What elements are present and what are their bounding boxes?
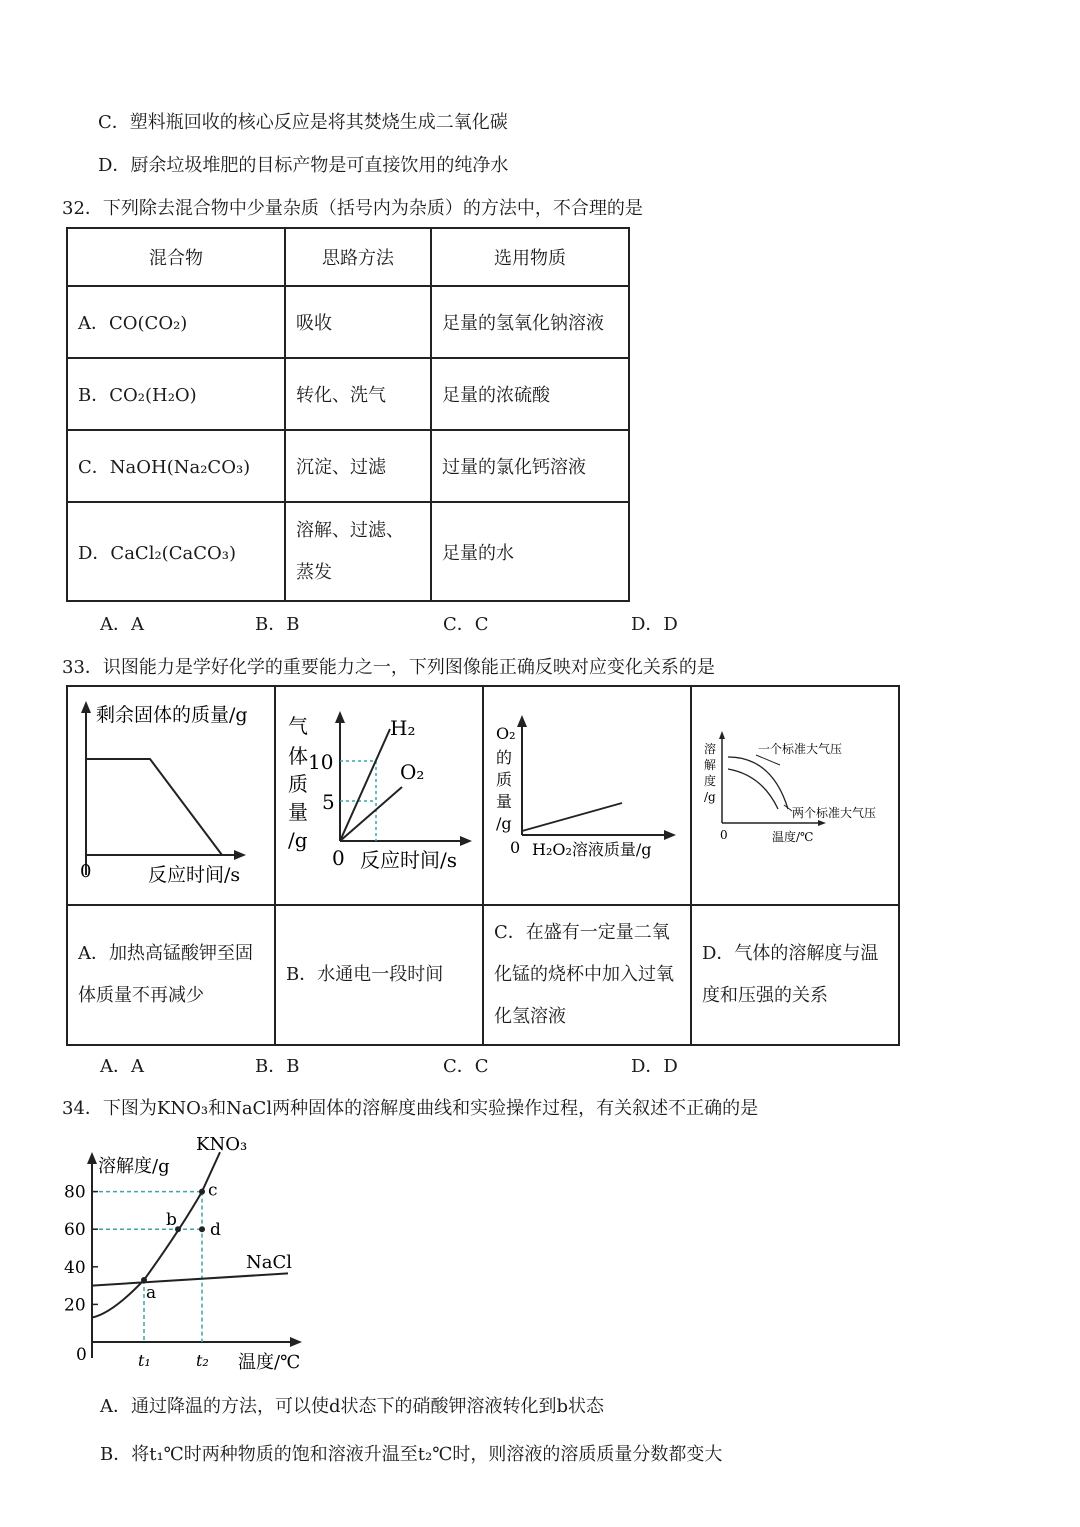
chart-origin: 0 — [76, 1345, 87, 1365]
graph-c-ylabel-2: 的 — [496, 748, 513, 767]
graph-b-ylabel-3: 质 — [288, 772, 308, 796]
table-row — [67, 502, 629, 601]
q33-graph-d — [692, 687, 898, 899]
table-row — [67, 358, 629, 430]
q32-choice-b: B．B — [255, 614, 300, 635]
h2-line — [340, 729, 390, 841]
q32-choice-c: C．C — [443, 614, 489, 635]
o2-line — [340, 787, 402, 841]
graph-c-ylabel-1: O₂ — [496, 724, 516, 743]
q32-table — [66, 227, 630, 602]
graph-d-origin: 0 — [720, 828, 728, 842]
mass-curve — [86, 759, 222, 855]
q32-cell-reagent: 足量的氢氧化钠溶液 — [431, 286, 629, 358]
graph-d-ylabel-1: 溶 — [704, 742, 717, 756]
graph-c-origin: 0 — [510, 838, 521, 857]
q34-stem: 34．下图为KNO₃和NaCl两种固体的溶解度曲线和实验操作过程，有关叙述不正确的是 — [62, 1098, 759, 1119]
q33-choice-a: A．A — [100, 1056, 144, 1077]
y-tick-label: 60 — [64, 1220, 86, 1241]
q32-cell-method: 溶解、过滤、蒸发 — [285, 502, 431, 601]
x-axis-arrow — [664, 830, 676, 840]
y-axis-arrow — [517, 715, 527, 727]
graph-c-ylabel-3: 质 — [496, 770, 513, 789]
q32-cell-label: A．CO(CO₂) — [67, 286, 285, 358]
pointer-two-atm — [784, 805, 792, 811]
q32-cell-label: B．CO₂(H₂O) — [67, 358, 285, 430]
y-tick-label: 20 — [64, 1295, 86, 1316]
pointer-one-atm — [756, 755, 780, 765]
graph-c-xlabel: H₂O₂溶液质量/g — [532, 840, 652, 859]
graph-c-ylabel-5: /g — [496, 814, 512, 833]
q33-stem: 33．识图能力是学好化学的重要能力之一，下列图像能正确反映对应变化关系的是 — [62, 657, 715, 678]
graph-a-xlabel: 反应时间/s — [148, 864, 241, 886]
graph-b-ylabel-1: 气 — [288, 714, 308, 738]
graph-a-origin: 0 — [80, 861, 92, 882]
chart-points — [141, 1181, 221, 1303]
y-tick-label: 40 — [64, 1257, 86, 1278]
q32-header-mixture: 混合物 — [67, 228, 285, 286]
q33-choice-b: B．B — [255, 1056, 300, 1077]
solubility-chart — [50, 1130, 350, 1380]
chart-xlabel: 温度/℃ — [238, 1352, 301, 1373]
q33-graph-d-cell — [691, 686, 899, 905]
point-label-c: c — [208, 1180, 218, 1201]
q32-cell-reagent: 足量的水 — [431, 502, 629, 601]
q33-graph-b — [276, 687, 482, 899]
curve-two-atm-label: 两个标准大气压 — [792, 806, 877, 820]
point-label-d: d — [210, 1220, 221, 1241]
graph-b-tick-10: 10 — [308, 750, 334, 774]
kno3-label: KNO₃ — [196, 1134, 248, 1155]
q31-option-c: C．塑料瓶回收的核心反应是将其焚烧生成二氧化碳 — [98, 112, 508, 133]
q33-choice-c: C．C — [443, 1056, 489, 1077]
x-axis-arrow — [290, 1337, 302, 1347]
graph-d-ylabel-3: 度 — [704, 774, 717, 788]
q33-desc-a: A．加热高锰酸钾至固体质量不再减少 — [67, 905, 275, 1045]
nacl-label: NaCl — [246, 1252, 293, 1273]
guide-lines — [92, 1192, 202, 1342]
graph-b-ylabel-4: 量 — [288, 800, 308, 824]
graph-c-ylabel-4: 量 — [496, 792, 513, 811]
q33-table — [66, 685, 900, 1046]
q32-header-reagent: 选用物质 — [431, 228, 629, 286]
q33-graph-c — [484, 687, 690, 899]
q33-desc-b: B．水通电一段时间 — [275, 905, 483, 1045]
graph-b-ylabel-5: /g — [288, 828, 308, 852]
point-d — [199, 1226, 205, 1232]
table-row — [67, 286, 629, 358]
table-row — [67, 430, 629, 502]
y-axis-arrow — [335, 711, 345, 723]
q33-graph-b-cell — [275, 686, 483, 905]
q32-cell-reagent: 足量的浓硫酸 — [431, 358, 629, 430]
graph-b-origin: 0 — [332, 846, 345, 870]
graph-d-ylabel-4: /g — [704, 790, 716, 804]
graph-d-ylabel-2: 解 — [704, 758, 717, 772]
q33-choice-d: D．D — [631, 1056, 678, 1077]
y-axis-arrow — [81, 701, 91, 713]
graph-b-ylabel-2: 体 — [288, 744, 308, 768]
x-axis-arrow — [818, 820, 826, 826]
o2-mass-line — [522, 803, 622, 831]
point-label-a: a — [146, 1282, 157, 1303]
y-axis-arrow — [719, 731, 725, 739]
q33-graph-a — [68, 687, 274, 899]
y-axis-arrow — [87, 1152, 97, 1164]
q32-header-method: 思路方法 — [285, 228, 431, 286]
q32-cell-label: D．CaCl₂(CaCO₃) — [67, 502, 285, 601]
graph-d-xlabel: 温度/℃ — [772, 830, 814, 844]
graph-b-tick-5: 5 — [322, 790, 335, 814]
chart-ylabel: 溶解度/g — [98, 1156, 170, 1177]
y-tick-label: 80 — [64, 1182, 86, 1203]
q33-graph-a-cell — [67, 686, 275, 905]
q32-cell-reagent: 过量的氯化钙溶液 — [431, 430, 629, 502]
x-axis-arrow — [234, 850, 246, 860]
q34-option-a: A．通过降温的方法，可以使d状态下的硝酸钾溶液转化到b状态 — [100, 1396, 605, 1417]
graph-b-xlabel: 反应时间/s — [360, 848, 458, 872]
x-axis-arrow — [460, 836, 472, 846]
point-c — [199, 1189, 205, 1195]
point-label-b: b — [166, 1210, 177, 1231]
q34-option-b: B．将t₁℃时两种物质的饱和溶液升温至t₂℃时，则溶液的溶质质量分数都变大 — [100, 1444, 723, 1465]
q33-desc-d: D．气体的溶解度与温度和压强的关系 — [691, 905, 899, 1045]
nacl-line — [92, 1273, 288, 1285]
q32-cell-label: C．NaOH(Na₂CO₃) — [67, 430, 285, 502]
o2-label: O₂ — [400, 760, 425, 784]
q32-cell-method: 转化、洗气 — [285, 358, 431, 430]
q33-desc-c: C．在盛有一定量二氧化锰的烧杯中加入过氧化氢溶液 — [483, 905, 691, 1045]
h2-label: H₂ — [390, 716, 416, 740]
q32-stem: 32．下列除去混合物中少量杂质（括号内为杂质）的方法中，不合理的是 — [62, 198, 643, 219]
q32-cell-method: 吸收 — [285, 286, 431, 358]
q33-graph-c-cell — [483, 686, 691, 905]
q32-choice-a: A．A — [100, 614, 144, 635]
curve-one-atm-label: 一个标准大气压 — [758, 742, 843, 756]
graph-a-ylabel: 剩余固体的质量/g — [96, 704, 248, 726]
x-tick-t1: t₁ — [138, 1351, 151, 1370]
q32-choice-d: D．D — [631, 614, 678, 635]
x-tick-t2: t₂ — [196, 1351, 209, 1370]
q32-cell-method: 沉淀、过滤 — [285, 430, 431, 502]
q31-option-d: D．厨余垃圾堆肥的目标产物是可直接饮用的纯净水 — [98, 155, 509, 176]
